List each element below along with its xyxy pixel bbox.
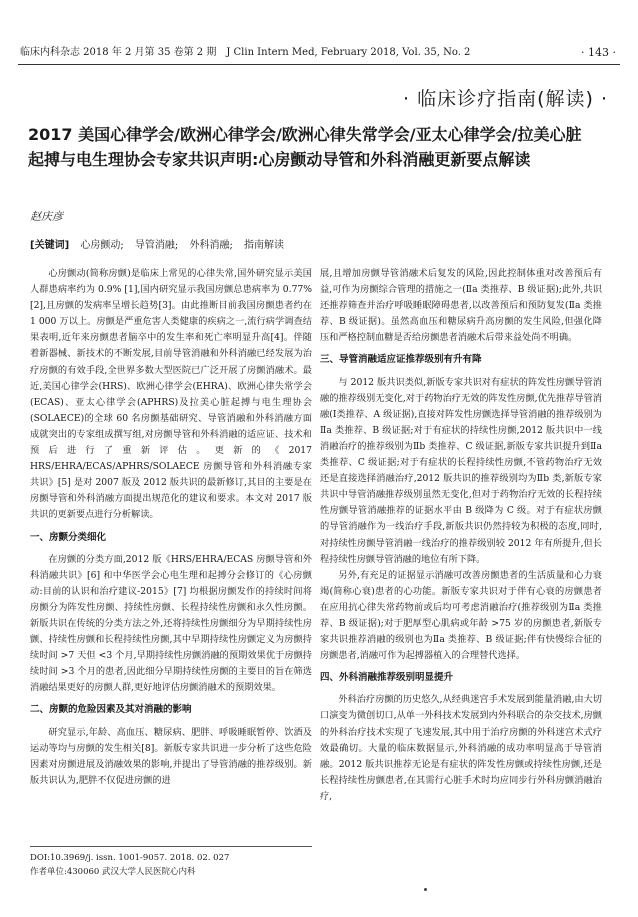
body-paragraph-continued: 展,且增加房颤导管消融术后复发的风险,因此控制体重对改善预后有益,可作为房颤综合管理的措施之一(Ⅱa 类推荐、B 级证据);此外,共识还推荐筛查并治疗呼吸睡眠障碍患者,以改善预后和预防复发(Ⅱa 类推荐、B 级证据)。虽然高血压和糖尿病升高房颤的发生风险,但强化降压和严格控制血糖是否给房颤患者消融术后带来益处尚不明确。 xyxy=(320,268,602,344)
affiliation-line: 作者单位:430060 武汉大学人民医院心内科 xyxy=(30,867,196,877)
page-mark xyxy=(424,888,427,891)
section-heading-1: 一、房颤分类细化 xyxy=(30,531,107,543)
journal-citation: 临床内科杂志 2018 年 2 月第 35 卷第 2 期 J Clin Intern Med, February 2018, Vol. 35, No. 2 xyxy=(20,47,471,58)
keyword: 导管消融; xyxy=(134,240,179,251)
body-paragraph: 与 2012 版共识类似,新版专家共识对有症状的阵发性房颤导管消融的推荐级别无变化,对于药物治疗无效的阵发性房颤,优先推荐导管消融(Ⅰ类推荐、A 级证据),直接对阵发性房颤选择导管消融的推荐级别为Ⅱa 类推荐、B 级证据;对于有症状的持续性房颤,2012 版共识中一线消融治疗的推荐级别为Ⅱb 类推荐、C 级证据,新版专家共识提升到Ⅱa 类推荐、C 级证据;对于有症状的长程持续性房颤,不管药物治疗无效还是直接选择消融治疗,2012 版共识的推荐级别均为Ⅱb 类,新版专家共识中导管消融推荐级别虽然无变化,但对于药物治疗无效的长程持续性房颤导管消融推荐的证据水平由 B 级降为 C 级。对于有症状房颤的导管消融作为一线治疗手段,新版共识仍然持较为积极的态度,同时,对持续性房颤导管消融一线治疗的推荐级别较 2012 年有所提升,但长程持续性房颤导管消融的地位有所下降。 xyxy=(320,376,602,565)
running-header xyxy=(18,44,620,65)
left-column xyxy=(30,266,312,789)
doi-line: DOI:10.3969/j. issn. 1001-9057. 2018. 02. 027 xyxy=(30,853,230,863)
article-title: 2017 美国心律学会/欧洲心律学会/欧洲心律失常学会/亚太心律学会/拉美心脏起搏与电生理协会专家共识声明:心房颤动导管和外科消融更新要点解读 xyxy=(28,125,582,169)
body-paragraph: 在房颤的分类方面,2012 版《HRS/EHRA/ECAS 房颤导管和外科消融共识》[6] 和中华医学会心电生理和起搏分会修订的《心房颤动:目前的认识和治疗建议-2015》[7] 均根据房颤发作的持续时间将房颤分为阵发性房颤、持续性房颤、长程持续性房颤和永久性房颤。新版共识在传统的分类方法之外,还将持续性房颤细分为早期持续性房颤、持续性房颤和长程持续性房颤,其中早期持续性房颤定义为房颤持续时间 >7 天但 <3 个月,早期持续性房颤消融的预期效果优于房颤持续时间 >3 个月的患者,因此细分早期持续性房颤的主要目的旨在筛选消融结果更好的房颤人群,更好地评估房颤消融术的预期效果。 xyxy=(30,553,312,694)
footnote xyxy=(30,846,312,879)
keyword: 指南解读 xyxy=(244,240,285,251)
section-heading-3: 三、导管消融适应证推荐级别有升有降 xyxy=(320,354,482,366)
keywords-label: [关键词] xyxy=(30,240,70,251)
body-paragraph: 另外,有充足的证据显示消融可改善房颤患者的生活质量和心力衰竭(简称心衰)患者的心功能。新版专家共识对于伴有心衰的房颤患者在应用抗心律失常药物前或后均可考虑消融治疗(推荐级别为Ⅱa 类推荐、B 级证据);对于肥厚型心肌病或年龄 >75 岁的房颤患者,新版专家共识推荐消融的级别也为Ⅱa 类推荐、B 级证据;伴有快慢综合征的房颤患者,消融可作为起搏器植入的合理替代选择。 xyxy=(320,569,602,662)
body-paragraph: 研究显示,年龄、高血压、糖尿病、肥胖、呼吸睡眠暂停、饮酒及运动等均与房颤的发生相关[8]。新版专家共识进一步分析了这些危险因素对房颤进展及消融效果的影响,并提出了导管消融的推荐级别。新版共识认为,肥胖不仅促进房颤的进 xyxy=(30,726,312,786)
keywords-line xyxy=(30,236,292,251)
right-column xyxy=(320,266,602,805)
intro-paragraph: 心房颤动(简称房颤)是临床上常见的心律失常,国外研究显示美国人群患病率约为 0.9% [1],国内研究显示我国房颤总患病率为 0.77% [2],且房颤的发病率呈增长趋势[3]。由此推断目前我国房颤患者约在 1 000 万以上。房颤是严重危害人类健康的疾病之一,流行病学调查结果表明,近年来房颤患者脑卒中的发生率和死亡率明显升高[4]。伴随着新器械、新技术的不断发展,目前导管消融和外科消融已经发展为治疗房颤的有效手段,全世界多数大型医院已广泛开展了房颤消融术。最近,美国心律学会(HRS)、欧洲心律学会(EHRA)、欧洲心律失常学会(ECAS)、亚太心律学会(APHRS)及拉美心脏起搏与电生理协会(SOLAECE)的全球 60 名房颤基础研究、导管消融和外科消融方面成就突出的专家组成撰写组,对房颤导管和外科消融的适应证、技术和预后进行了重新评估。更新的《2017 HRS/EHRA/ECAS/APHRS/SOLAECE 房颤导管和外科消融专家共识》[5] 是对 2007 版及 2012 版共识的最新修订,其目的主要是在房颤导管和外科消融方面提出规范化的建议和要求。本文对 2017 版共识的更新要点进行分析解读。 xyxy=(30,268,312,521)
section-banner: · 临床诊疗指南(解读) · xyxy=(403,88,608,110)
keyword: 心房颤动; xyxy=(80,240,124,251)
body-paragraph: 外科治疗房颤的历史悠久,从经典迷宫手术发展到能量消融,由大切口演变为微创切口,从单一外科技术发展到内外科联合的杂交技术,房颤的外科治疗技术实现了飞速发展,其中用于治疗房颤的外科迷宫术式疗效最确切。大量的临床数据显示,外科消融的成功率明显高于导管消融。2012 版共识推荐无论是有症状的阵发性房颤或持续性房颤,还是长程持续性房颤患者,在其需行心脏手术时均应同步行外科房颤消融治疗, xyxy=(320,694,602,802)
section-heading-2: 二、房颤的危险因素及其对消融的影响 xyxy=(30,704,192,716)
section-heading-4: 四、外科消融推荐级别明显提升 xyxy=(320,672,454,684)
keyword: 外科消融; xyxy=(189,240,233,251)
author-name: 赵庆彦 xyxy=(30,210,63,223)
page-number: · 143 · xyxy=(581,46,616,59)
